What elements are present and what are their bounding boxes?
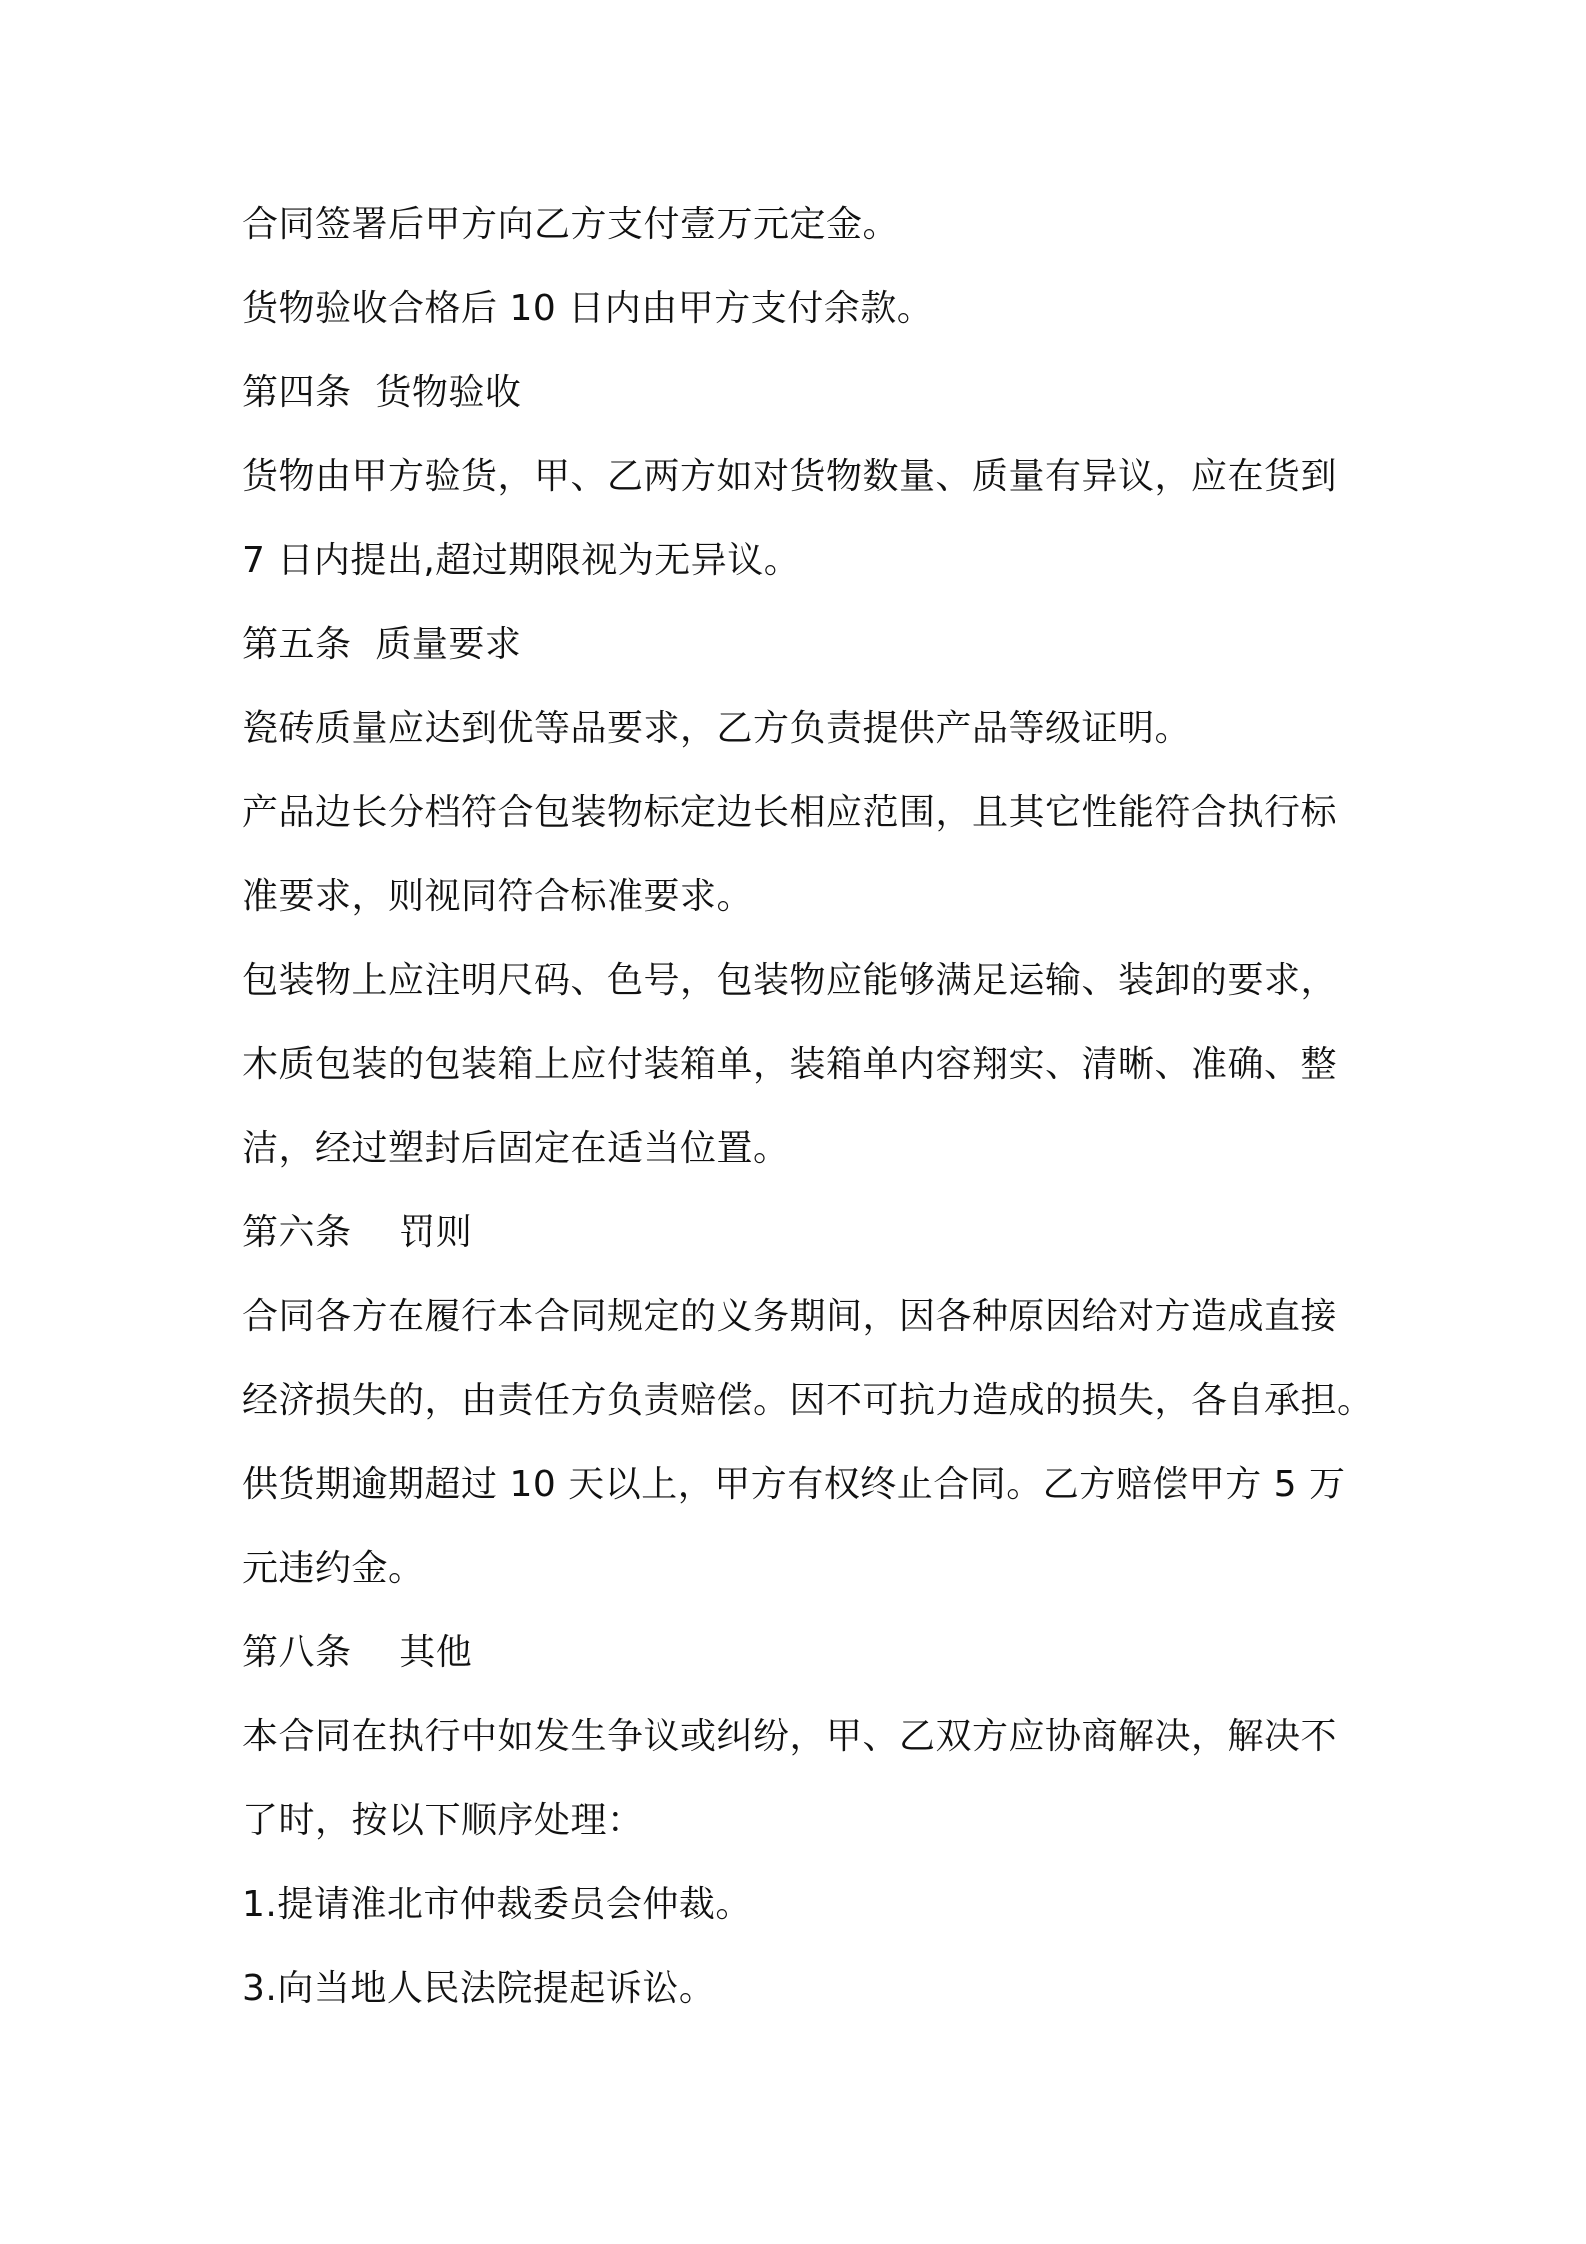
text-line: 合同各方在履行本合同规定的义务期间，因各种原因给对方造成直接 [242, 1296, 1338, 1337]
text-line: 本合同在执行中如发生争议或纠纷，甲、乙双方应协商解决，解决不 [242, 1716, 1338, 1757]
section-heading: 第四条 货物验收 [242, 372, 522, 413]
text-line: 瓷砖质量应达到优等品要求，乙方负责提供产品等级证明。 [242, 708, 1192, 749]
text-line: 货物由甲方验货，甲、乙两方如对货物数量、质量有异议，应在货到 [242, 456, 1338, 497]
text-line: 准要求，则视同符合标准要求。 [242, 876, 754, 917]
text-line: 洁，经过塑封后固定在适当位置。 [242, 1128, 790, 1169]
text-line: 供货期逾期超过 10 天以上，甲方有权终止合同。乙方赔偿甲方 5 万 [242, 1464, 1346, 1505]
text-line: 了时，按以下顺序处理： [242, 1800, 644, 1841]
list-item: 3.向当地人民法院提起诉讼。 [242, 1968, 716, 2009]
text-line: 木质包装的包装箱上应付装箱单，装箱单内容翔实、清晰、准确、整 [242, 1044, 1338, 1085]
text-line: 7 日内提出,超过期限视为无异议。 [242, 540, 801, 581]
section-heading: 第八条 其他 [242, 1632, 473, 1673]
section-heading: 第五条 质量要求 [242, 624, 522, 665]
text-line: 合同签署后甲方向乙方支付壹万元定金。 [242, 204, 900, 245]
section-heading: 第六条 罚则 [242, 1212, 473, 1253]
list-item: 1.提请淮北市仲裁委员会仲裁。 [242, 1884, 752, 1925]
text-line: 货物验收合格后 10 日内由甲方支付余款。 [242, 288, 934, 329]
text-line: 经济损失的，由责任方负责赔偿。因不可抗力造成的损失，各自承担。 [242, 1380, 1374, 1421]
text-line: 元违约金。 [242, 1548, 425, 1589]
text-line: 包装物上应注明尺码、色号，包装物应能够满足运输、装卸的要求， [242, 960, 1338, 1001]
text-line: 产品边长分档符合包装物标定边长相应范围，且其它性能符合执行标 [242, 792, 1338, 833]
